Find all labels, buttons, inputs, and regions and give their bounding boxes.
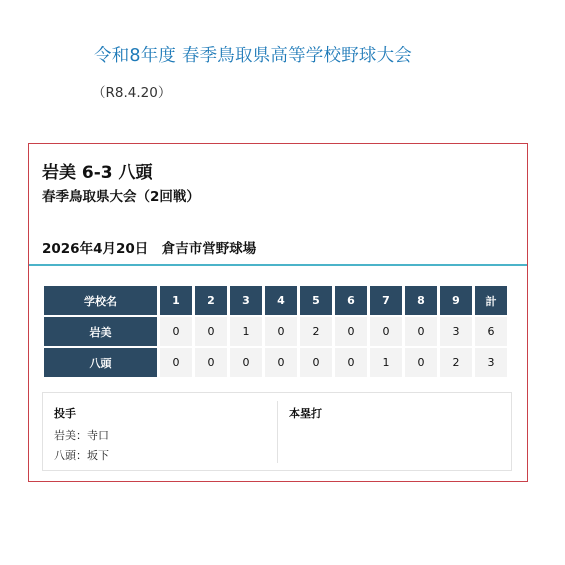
team-name: 岩美	[44, 317, 157, 346]
game-details-box	[42, 392, 512, 471]
inning-score: 0	[265, 348, 297, 377]
team-header: 学校名	[44, 286, 157, 315]
inning-score: 0	[160, 348, 192, 377]
inning-score: 0	[195, 317, 227, 346]
team-name: 八頭	[44, 348, 157, 377]
match-date-venue: 2026年4月20日 倉吉市営野球場	[42, 241, 257, 257]
scoreboard-header-row	[44, 286, 507, 315]
inning-score: 0	[405, 348, 437, 377]
inning-score: 0	[370, 317, 402, 346]
inning-score: 2	[440, 348, 472, 377]
inning-header: 8	[405, 286, 437, 315]
inning-score: 0	[195, 348, 227, 377]
pitcher-entry: 岩美：寺口	[54, 429, 109, 442]
inning-header: 1	[160, 286, 192, 315]
scoreboard-table	[41, 284, 510, 379]
total-score: 6	[475, 317, 507, 346]
inning-score: 1	[370, 348, 402, 377]
inning-score: 2	[300, 317, 332, 346]
inning-score: 0	[405, 317, 437, 346]
pitcher-entry: 八頭：坂下	[54, 449, 109, 462]
home-runs-heading: 本塁打	[289, 407, 322, 420]
inning-score: 0	[265, 317, 297, 346]
inning-score: 3	[440, 317, 472, 346]
pitchers-section	[43, 393, 277, 470]
inning-header: 7	[370, 286, 402, 315]
total-score: 3	[475, 348, 507, 377]
home-runs-section	[278, 393, 511, 470]
table-row	[44, 348, 507, 377]
section-divider	[29, 264, 527, 266]
inning-score: 0	[335, 348, 367, 377]
inning-score: 0	[160, 317, 192, 346]
table-row	[44, 317, 507, 346]
inning-header: 4	[265, 286, 297, 315]
total-header: 計	[475, 286, 507, 315]
inning-header: 5	[300, 286, 332, 315]
game-result-card	[28, 143, 528, 482]
inning-header: 9	[440, 286, 472, 315]
inning-header: 3	[230, 286, 262, 315]
inning-header: 6	[335, 286, 367, 315]
pitchers-heading: 投手	[54, 407, 76, 420]
inning-score: 0	[335, 317, 367, 346]
match-title: 岩美 6-3 八頭	[42, 163, 153, 183]
page-subtitle: （R8.4.20）	[92, 85, 172, 101]
inning-header: 2	[195, 286, 227, 315]
match-tournament: 春季鳥取県大会（2回戦）	[42, 189, 200, 205]
inning-score: 0	[300, 348, 332, 377]
inning-score: 1	[230, 317, 262, 346]
page-title: 令和8年度 春季鳥取県高等学校野球大会	[94, 46, 412, 66]
inning-score: 0	[230, 348, 262, 377]
